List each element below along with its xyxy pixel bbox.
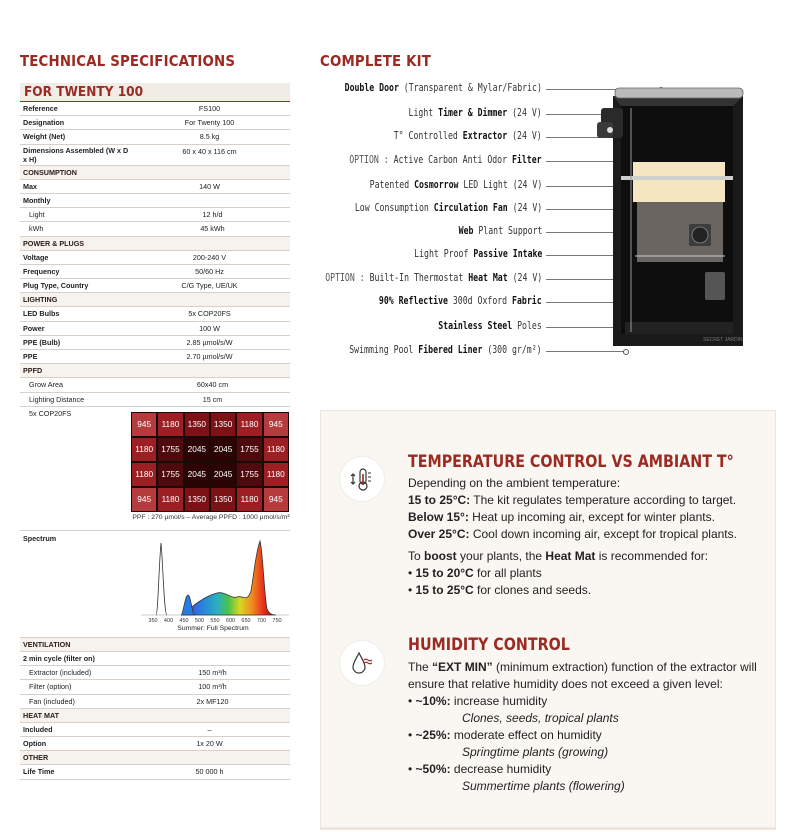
spec-key: Filter (option) — [29, 682, 72, 692]
spec-value: 100 W — [199, 323, 220, 333]
kit-label: T° Controlled Extractor (24 V) — [394, 130, 542, 142]
spec-section-header — [20, 751, 290, 765]
temperature-rule: Below 15°: Heat up incoming air, except for winter plants. — [408, 510, 715, 524]
control-knob — [607, 127, 613, 133]
ppfd-cell: 2045 — [184, 462, 210, 487]
humidity-bullet: • ~10%: increase humidity — [408, 694, 548, 708]
spec-row — [20, 265, 290, 279]
spec-row — [20, 194, 290, 208]
spec-value: 1x 20 W — [196, 739, 223, 749]
spec-key: LIGHTING — [23, 295, 58, 305]
spec-row — [20, 393, 290, 407]
spec-value — [133, 194, 290, 207]
humidity-intro: The “EXT MIN” (minimum extraction) function of the extractor will ensure that relative humidity does not exceed a given level: — [408, 660, 757, 691]
kit-label: Low Consumption Circulation Fan (24 V) — [354, 202, 542, 214]
spec-key: Monthly — [23, 195, 51, 205]
kit-label: OPTION : Built-In Thermostat Heat Mat (24 V) — [325, 272, 542, 284]
spec-key: Weight (Net) — [23, 132, 66, 142]
complete-kit-heading: COMPLETE KIT — [320, 52, 432, 70]
boost-line: To boost your plants, the Heat Mat is recommended for: — [408, 549, 709, 563]
spec-key: Voltage — [23, 252, 49, 262]
spec-key: Frequency — [23, 266, 60, 276]
spec-key: Grow Area — [29, 380, 63, 390]
ppfd-cell: 945 — [131, 487, 157, 512]
spec-value — [133, 237, 290, 250]
spec-value: 45 kWh — [200, 224, 225, 234]
spec-key: PPFD — [23, 366, 43, 376]
spec-key: Included — [23, 724, 53, 734]
spectrum-label: Spectrum — [23, 533, 57, 543]
ppf-note: PPF : 270 µmol/s – Average PPFD : 1000 µmol/s/m² — [132, 513, 290, 521]
spec-key: Option — [23, 739, 47, 749]
kit-label: Light Timer & Dimmer (24 V) — [408, 107, 542, 119]
spec-key: PPE — [23, 352, 38, 361]
spec-key: Power — [23, 323, 45, 333]
humidity-title: HUMIDITY CONTROL — [408, 635, 570, 655]
spectrum-curve-blue-peak — [181, 595, 195, 615]
temperature-text: Depending on the ambient temperature: 15 to 25°C: The kit regulates temperature according to target. Below 15°: Heat up incoming air, except for winter plants. Over 25°C: Cool down incoming air, except for tropical plants. To boost your plants, the Heat Mat is recommended for: • 15 to 20°C for all plants • 15 to 25°C for clones and seeds. — [408, 475, 770, 599]
spec-key: Plug Type, Country — [23, 281, 89, 291]
ppfd-bulb-label: 5x COP20FS — [29, 408, 72, 418]
spec-row — [20, 723, 290, 737]
kit-label: Light Proof Passive Intake — [413, 248, 542, 260]
spec-row — [20, 180, 290, 194]
spec-row — [20, 130, 290, 144]
spec-row — [20, 378, 290, 392]
ppfd-cell: 1350 — [210, 487, 236, 512]
ppfd-cell: 1180 — [263, 462, 289, 487]
spec-section-header — [20, 638, 290, 652]
spectrum-tick-label: 650 — [241, 617, 251, 624]
spectrum-tick-label: 700 — [256, 617, 267, 624]
spec-value: 2.85 µmol/s/W — [186, 337, 233, 347]
temperature-rule: 15 to 25°C: The kit regulates temperature according to target. — [408, 493, 737, 507]
spec-value: 5x COP20FS — [188, 309, 231, 319]
spec-key: OTHER — [23, 753, 49, 763]
ppfd-grid — [131, 412, 289, 512]
spectrum-tick-label: 550 — [210, 617, 220, 624]
spec-row — [20, 279, 290, 293]
spec-key: LED Bulbs — [23, 309, 60, 319]
humidity-bullet-note: Clones, seeds, tropical plants — [462, 711, 619, 725]
spectrum-tick-label: 400 — [163, 617, 174, 624]
spec-key: Lighting Distance — [29, 394, 85, 404]
passive-intake — [705, 272, 725, 300]
spec-row — [20, 695, 290, 709]
spectrum-tick-label: 750 — [272, 617, 282, 624]
ppfd-cell: 1755 — [157, 462, 183, 487]
spec-value — [133, 751, 290, 764]
spectrum-tick-label: 450 — [179, 617, 189, 624]
humidity-bullet: • ~50%: decrease humidity — [408, 762, 552, 776]
kit-label: 90% Reflective 300d Oxford Fabric — [379, 295, 542, 307]
ppfd-cell: 1755 — [157, 437, 183, 462]
ppfd-cell: 945 — [263, 412, 289, 437]
spec-value: 60x40 cm — [196, 380, 229, 390]
spec-value: For Twenty 100 — [184, 118, 235, 128]
spec-value: 8.5 kg — [199, 132, 220, 142]
spectrum-chart — [133, 533, 293, 625]
grow-box-image — [585, 84, 760, 354]
spec-row — [20, 322, 290, 336]
spec-value: 15 cm — [202, 394, 223, 404]
spec-section-header — [20, 166, 290, 180]
ppfd-cell: 1755 — [236, 437, 262, 462]
temperature-rule: Over 25°C: Cool down incoming air, except for tropical plants. — [408, 527, 737, 541]
led-glow — [633, 162, 725, 202]
ppfd-cell: 1350 — [184, 487, 210, 512]
spectrum-curve-uv-peak — [156, 543, 167, 615]
spec-value: FS100 — [198, 104, 221, 113]
info-panel — [320, 410, 776, 830]
ppfd-cell: 1180 — [131, 462, 157, 487]
spec-row — [20, 102, 290, 116]
spec-key: Life Time — [23, 767, 55, 777]
thermometer-icon — [348, 465, 376, 493]
spec-value — [133, 166, 290, 179]
spec-value — [133, 293, 290, 306]
spec-value: 12 h/d — [202, 210, 223, 220]
spec-value — [133, 652, 290, 665]
spec-value: C/G Type, UE/UK — [181, 281, 238, 291]
spec-section-header — [20, 293, 290, 307]
temperature-icon — [339, 456, 385, 502]
spec-row — [20, 666, 290, 680]
ppfd-cell: 1350 — [210, 412, 236, 437]
ppfd-cell: 1180 — [157, 487, 183, 512]
spectrum-tick-label: 350 — [148, 617, 158, 624]
spec-value: 50/60 Hz — [195, 266, 224, 276]
spec-row — [20, 737, 290, 751]
ppfd-cell: 1755 — [236, 462, 262, 487]
spec-key: CONSUMPTION — [23, 167, 77, 177]
spec-value — [133, 364, 290, 377]
spec-value: 100 m³/h — [198, 682, 227, 692]
spectrum-ticks — [148, 618, 281, 624]
spec-key: VENTILATION — [23, 639, 71, 649]
humidity-bullet: • ~25%: moderate effect on humidity — [408, 728, 602, 742]
fan-blade — [692, 227, 708, 243]
kit-label: Stainless Steel Poles — [438, 320, 542, 332]
spec-table — [20, 83, 290, 780]
spec-row — [20, 765, 290, 779]
spec-key: 2 min cycle (filter on) — [23, 653, 95, 663]
humidity-text — [408, 659, 770, 795]
spec-key: kWh — [29, 224, 44, 234]
kit-label: Web Plant Support — [458, 225, 542, 237]
spec-section-header — [20, 237, 290, 251]
ppfd-cell: 945 — [263, 487, 289, 512]
spec-value — [133, 709, 290, 722]
heat-mat-bullet: • 15 to 20°C for all plants — [408, 566, 542, 580]
humidity-bullet-note: Summertime plants (flowering) — [462, 779, 625, 793]
kit-label: Patented Cosmorrow LED Light (24 V) — [369, 179, 542, 191]
tent-brand-mark: SECRET JARDIN — [703, 337, 743, 343]
heat-mat-bullet: • 15 to 25°C for clones and seeds. — [408, 583, 592, 597]
spec-row — [20, 208, 290, 222]
spec-table-title: FOR TWENTY 100 — [20, 83, 290, 102]
temperature-title: TEMPERATURE CONTROL VS AMBIANT T° — [408, 452, 734, 472]
kit-label: OPTION : Active Carbon Anti Odor Filter — [349, 154, 542, 166]
spec-row — [20, 116, 290, 130]
ppfd-cell: 1350 — [184, 412, 210, 437]
ppfd-cell: 1180 — [263, 437, 289, 462]
spectrum-curve-main — [181, 541, 276, 615]
spec-row-dimensions: Dimensions Assembled (W x D x H) 60 x 40 x 116 cm — [20, 145, 290, 166]
ppfd-cell: 945 — [131, 412, 157, 437]
humidity-icon — [348, 649, 376, 677]
spec-key: Reference — [23, 104, 58, 113]
ppfd-cell: 2045 — [210, 462, 236, 487]
spec-value: 200-240 V — [192, 252, 227, 262]
spectrum-block — [20, 531, 290, 638]
kit-label: Double Door (Transparent & Mylar/Fabric) — [344, 82, 542, 94]
spec-key: Extractor (included) — [29, 668, 92, 678]
spec-value: 140 W — [199, 181, 220, 191]
spec-key: HEAT MAT — [23, 710, 60, 720]
spec-row — [20, 307, 290, 321]
spec-row — [20, 251, 290, 265]
spec-key: Light — [29, 210, 45, 220]
spec-key: Fan (included) — [29, 696, 75, 706]
ppfd-block — [20, 407, 290, 531]
technical-specifications-heading: TECHNICAL SPECIFICATIONS — [20, 52, 236, 70]
spectrum-caption: Summer: Full Spectrum — [177, 624, 249, 632]
spec-row — [20, 336, 290, 350]
spec-value: 50 000 h — [195, 767, 224, 777]
spec-value: 150 m³/h — [198, 668, 227, 678]
humidity-bullet-note: Springtime plants (growing) — [462, 745, 609, 759]
led-bar — [621, 176, 733, 180]
spec-section-header — [20, 709, 290, 723]
spec-row — [20, 652, 290, 666]
spec-row — [20, 222, 290, 236]
ppfd-cell: 2045 — [210, 437, 236, 462]
ppfd-cell: 1180 — [157, 412, 183, 437]
humidity-icon-wrap — [339, 640, 385, 686]
spec-value: 2.70 µmol/s/W — [186, 352, 233, 361]
spec-key: POWER & PLUGS — [23, 238, 85, 248]
spectrum-tick-label: 500 — [194, 617, 205, 624]
spectrum-tick-label: 600 — [225, 617, 236, 624]
ppfd-cell: 1180 — [131, 437, 157, 462]
ppfd-cell: 1180 — [236, 487, 262, 512]
spec-key: PPE (Bulb) — [23, 337, 61, 347]
spec-key: Designation — [23, 118, 65, 128]
spec-row — [20, 680, 290, 694]
spec-value — [133, 638, 290, 651]
spec-section-header — [20, 364, 290, 378]
door-roll — [615, 88, 743, 98]
spec-value: – — [207, 724, 212, 734]
ppfd-cell: 2045 — [184, 437, 210, 462]
fibered-liner — [625, 322, 733, 334]
spec-key: Max — [23, 181, 37, 191]
spec-value: 2x MF120 — [196, 696, 229, 706]
spec-row — [20, 350, 290, 364]
ppfd-cell: 1180 — [236, 412, 262, 437]
kit-label: Swimming Pool Fibered Liner (300 gr/m²) — [349, 344, 542, 356]
